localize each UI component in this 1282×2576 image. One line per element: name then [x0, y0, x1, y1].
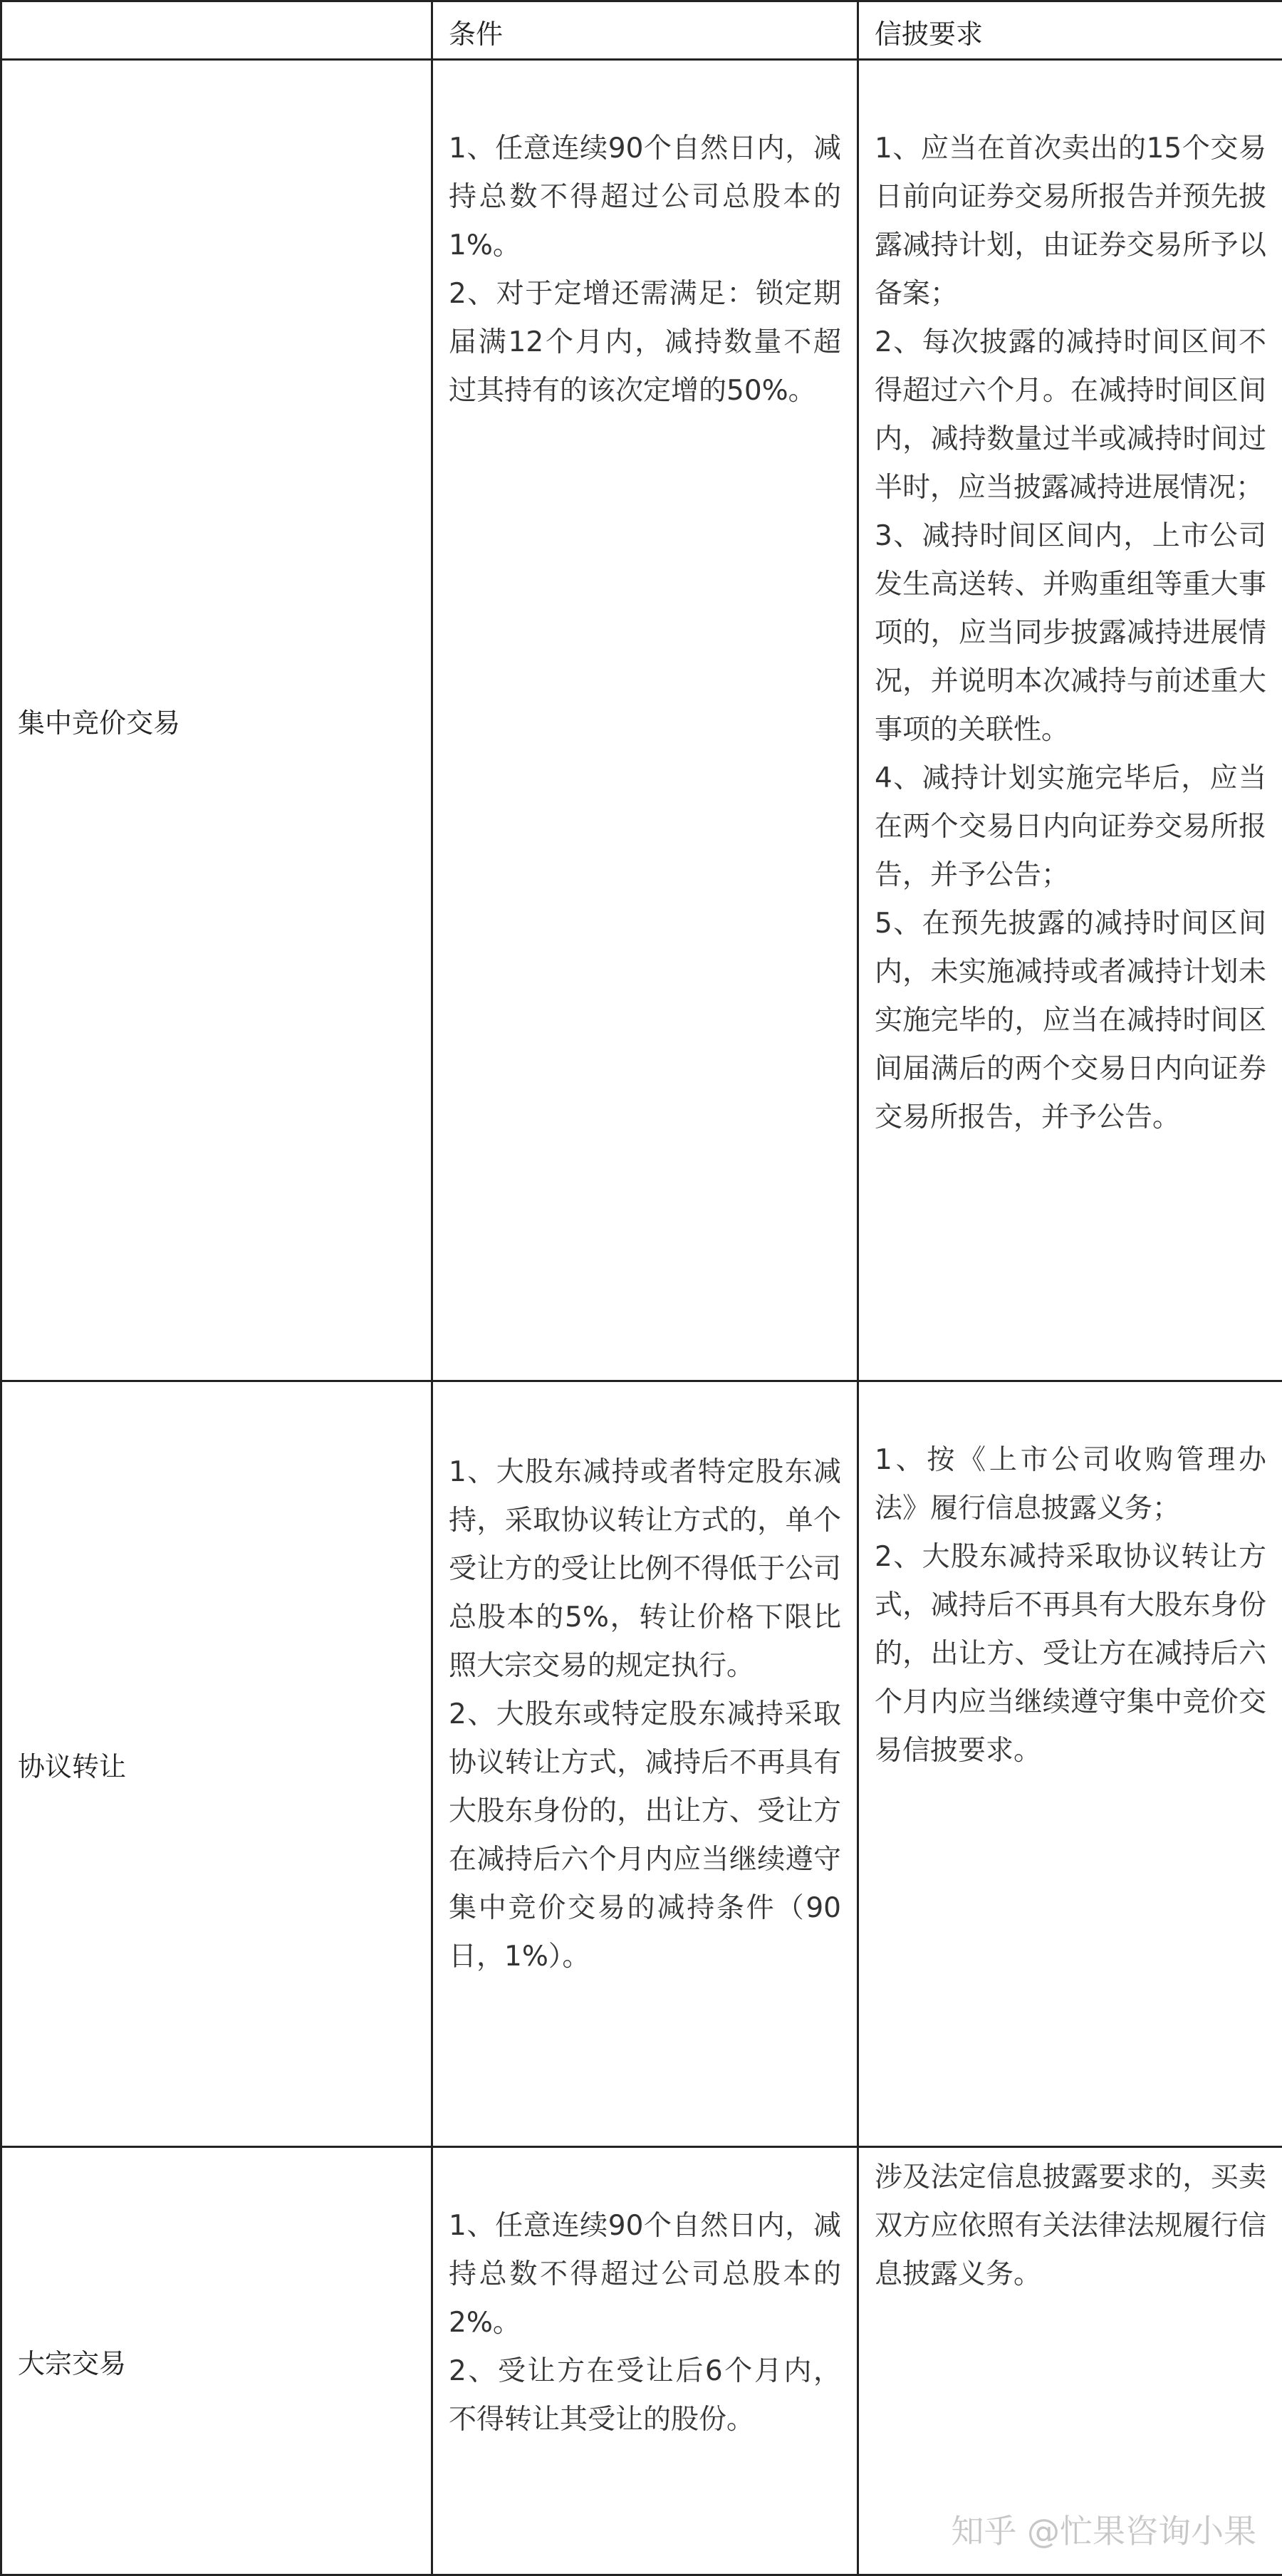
table-row — [1, 1381, 1282, 2147]
conditions-cell — [432, 1381, 858, 2147]
row-label: 协议转让 — [1, 1381, 432, 2147]
condition-item: 2、对于定增还需满足：锁定期届满12个月内，减持数量不超过其持有的该次定增的50%。 — [449, 270, 841, 415]
condition-item: 1、任意连续90个自然日内，减持总数不得超过公司总股本的2%。 — [449, 2202, 841, 2347]
disclosure-item: 1、应当在首次卖出的15个交易日前向证券交易所报告并预先披露减持计划，由证券交易所予以备案； — [875, 125, 1266, 318]
header-cell-conditions: 条件 — [432, 1, 858, 60]
disclosure-item: 3、减持时间区间内，上市公司发生高送转、并购重组等重大事项的，应当同步披露减持进展情况，并说明本次减持与前述重大事项的关联性。 — [875, 512, 1266, 754]
disclosure-item: 5、在预先披露的减持时间区间内，未实施减持或者减持计划未实施完毕的，应当在减持时间区间届满后的两个交易日内向证券交易所报告，并予公告。 — [875, 900, 1266, 1142]
condition-item: 1、大股东减持或者特定股东减持，采取协议转让方式的，单个受让方的受让比例不得低于公司总股本的5%，转让价格下限比照大宗交易的规定执行。 — [449, 1448, 841, 1690]
condition-item: 2、受让方在受让后6个月内，不得转让其受让的股份。 — [449, 2347, 841, 2444]
disclosure-cell — [858, 60, 1282, 1381]
disclosure-item: 2、大股东减持采取协议转让方式，减持后不再具有大股东身份的，出让方、受让方在减持后六个月内应当继续遵守集中竞价交易信披要求。 — [875, 1533, 1266, 1775]
condition-item: 1、任意连续90个自然日内，减持总数不得超过公司总股本的1%。 — [449, 125, 841, 270]
disclosure-item: 4、减持计划实施完毕后，应当在两个交易日内向证券交易所报告，并予公告； — [875, 754, 1266, 900]
disclosure-item: 涉及法定信息披露要求的，买卖双方应依照有关法律法规履行信息披露义务。 — [875, 2154, 1266, 2299]
watermark: 知乎 @忙果咨询小果 — [951, 2505, 1256, 2552]
header-cell-type — [1, 1, 432, 60]
table-row — [1, 60, 1282, 1381]
disclosure-item: 2、每次披露的减持时间区间不得超过六个月。在减持时间区间内，减持数量过半或减持时间过半时，应当披露减持进展情况； — [875, 318, 1266, 512]
row-label: 大宗交易 — [1, 2147, 432, 2575]
condition-item: 2、大股东或特定股东减持采取协议转让方式，减持后不再具有大股东身份的，出让方、受让方在减持后六个月内应当继续遵守集中竞价交易的减持条件（90日，1%）。 — [449, 1690, 841, 1981]
row-label: 集中竞价交易 — [1, 60, 432, 1381]
disclosure-item: 1、按《上市公司收购管理办法》履行信息披露义务； — [875, 1436, 1266, 1533]
conditions-cell — [432, 2147, 858, 2575]
conditions-cell — [432, 60, 858, 1381]
disclosure-cell — [858, 1381, 1282, 2147]
header-row — [1, 1, 1282, 60]
header-cell-disclosure: 信披要求 — [858, 1, 1282, 60]
